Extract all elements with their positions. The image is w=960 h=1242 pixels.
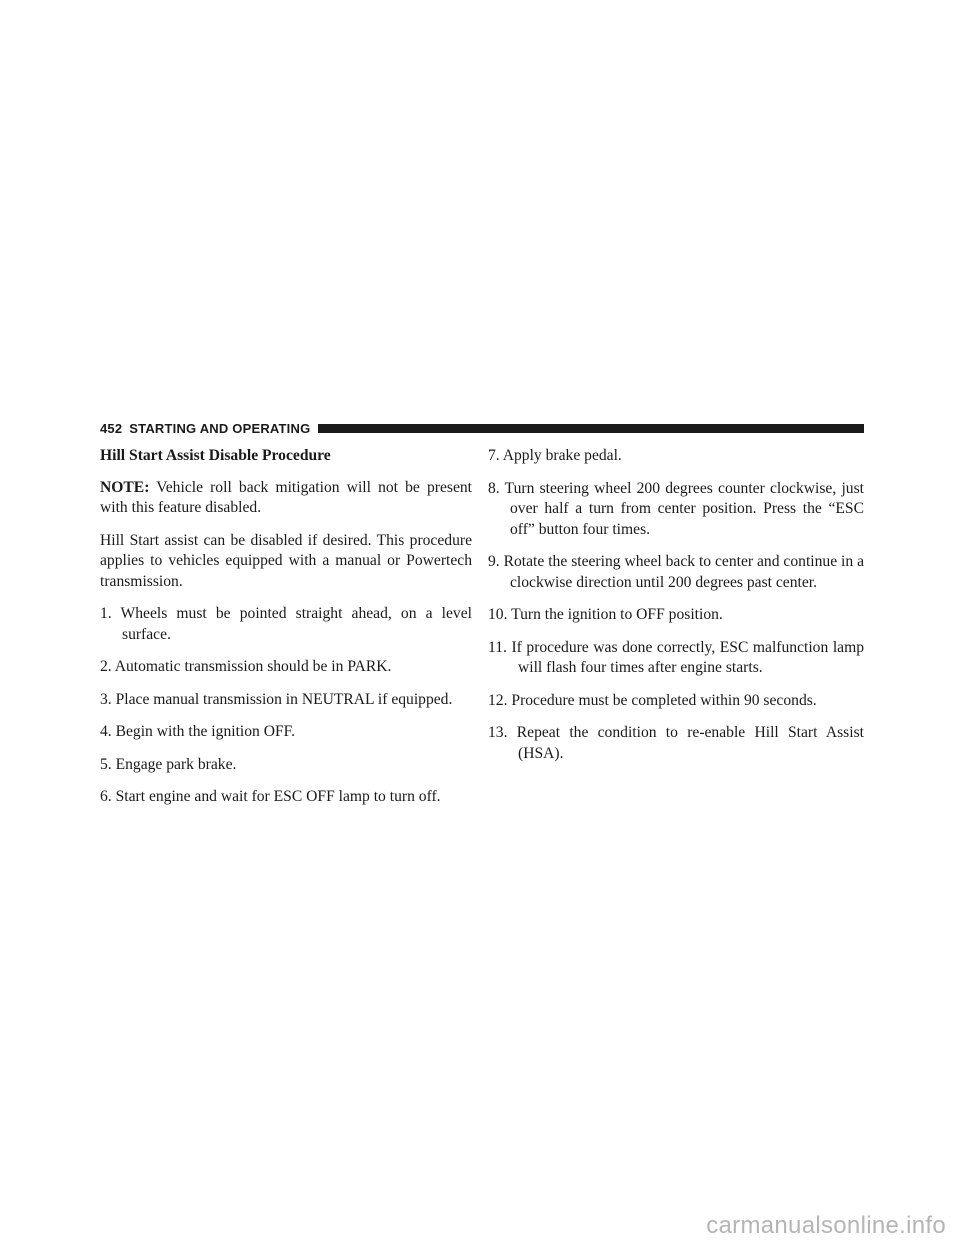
step-item: 5. Engage park brake. [100, 755, 237, 773]
step-item: 3. Place manual transmission in NEUTRAL if equipped. [100, 690, 453, 708]
step-item: 12. Procedure must be completed within 90 seconds. [488, 691, 817, 709]
step-item: 4. Begin with the ignition OFF. [100, 723, 295, 740]
section-heading: Hill Start Assist Disable Procedure [100, 447, 331, 464]
step-item: 9. Rotate the steering wheel back to center and continue in a clockwise direction until 200 degrees past center. [488, 553, 864, 591]
step-item: 7. Apply brake pedal. [488, 447, 622, 464]
header-rule [318, 424, 864, 433]
step-item: 2. Automatic transmission should be in PARK. [100, 658, 392, 675]
note-paragraph [100, 478, 472, 519]
left-column [100, 446, 472, 820]
intro-paragraph: Hill Start assist can be disabled if desired. This procedure applies to vehicles equipped with a manual or Powertech transmission. [100, 531, 472, 590]
step-item: 6. Start engine and wait for ESC OFF lamp to turn off. [100, 788, 441, 805]
step-item: 1. Wheels must be pointed straight ahead, on a level surface. [100, 605, 472, 643]
note-label: NOTE: [100, 478, 150, 496]
step-item: 11. If procedure was done correctly, ESC malfunction lamp will flash four times after engine starts. [488, 638, 864, 676]
step-item: 13. Repeat the condition to re-enable Hill Start Assist (HSA). [488, 724, 864, 762]
note-text: Vehicle roll back mitigation will not be present with this feature disabled. [100, 478, 472, 516]
page-number: 452 [100, 420, 123, 436]
step-item: 10. Turn the ignition to OFF position. [488, 606, 723, 623]
watermark-text: carmanualsonline.info [706, 1212, 946, 1239]
step-item: 8. Turn steering wheel 200 degrees counter clockwise, just over half a turn from center position. Press the “ESC off” button four times. [488, 479, 864, 538]
page-header [100, 420, 864, 436]
right-column [488, 446, 864, 776]
section-title: STARTING AND OPERATING [129, 420, 311, 436]
